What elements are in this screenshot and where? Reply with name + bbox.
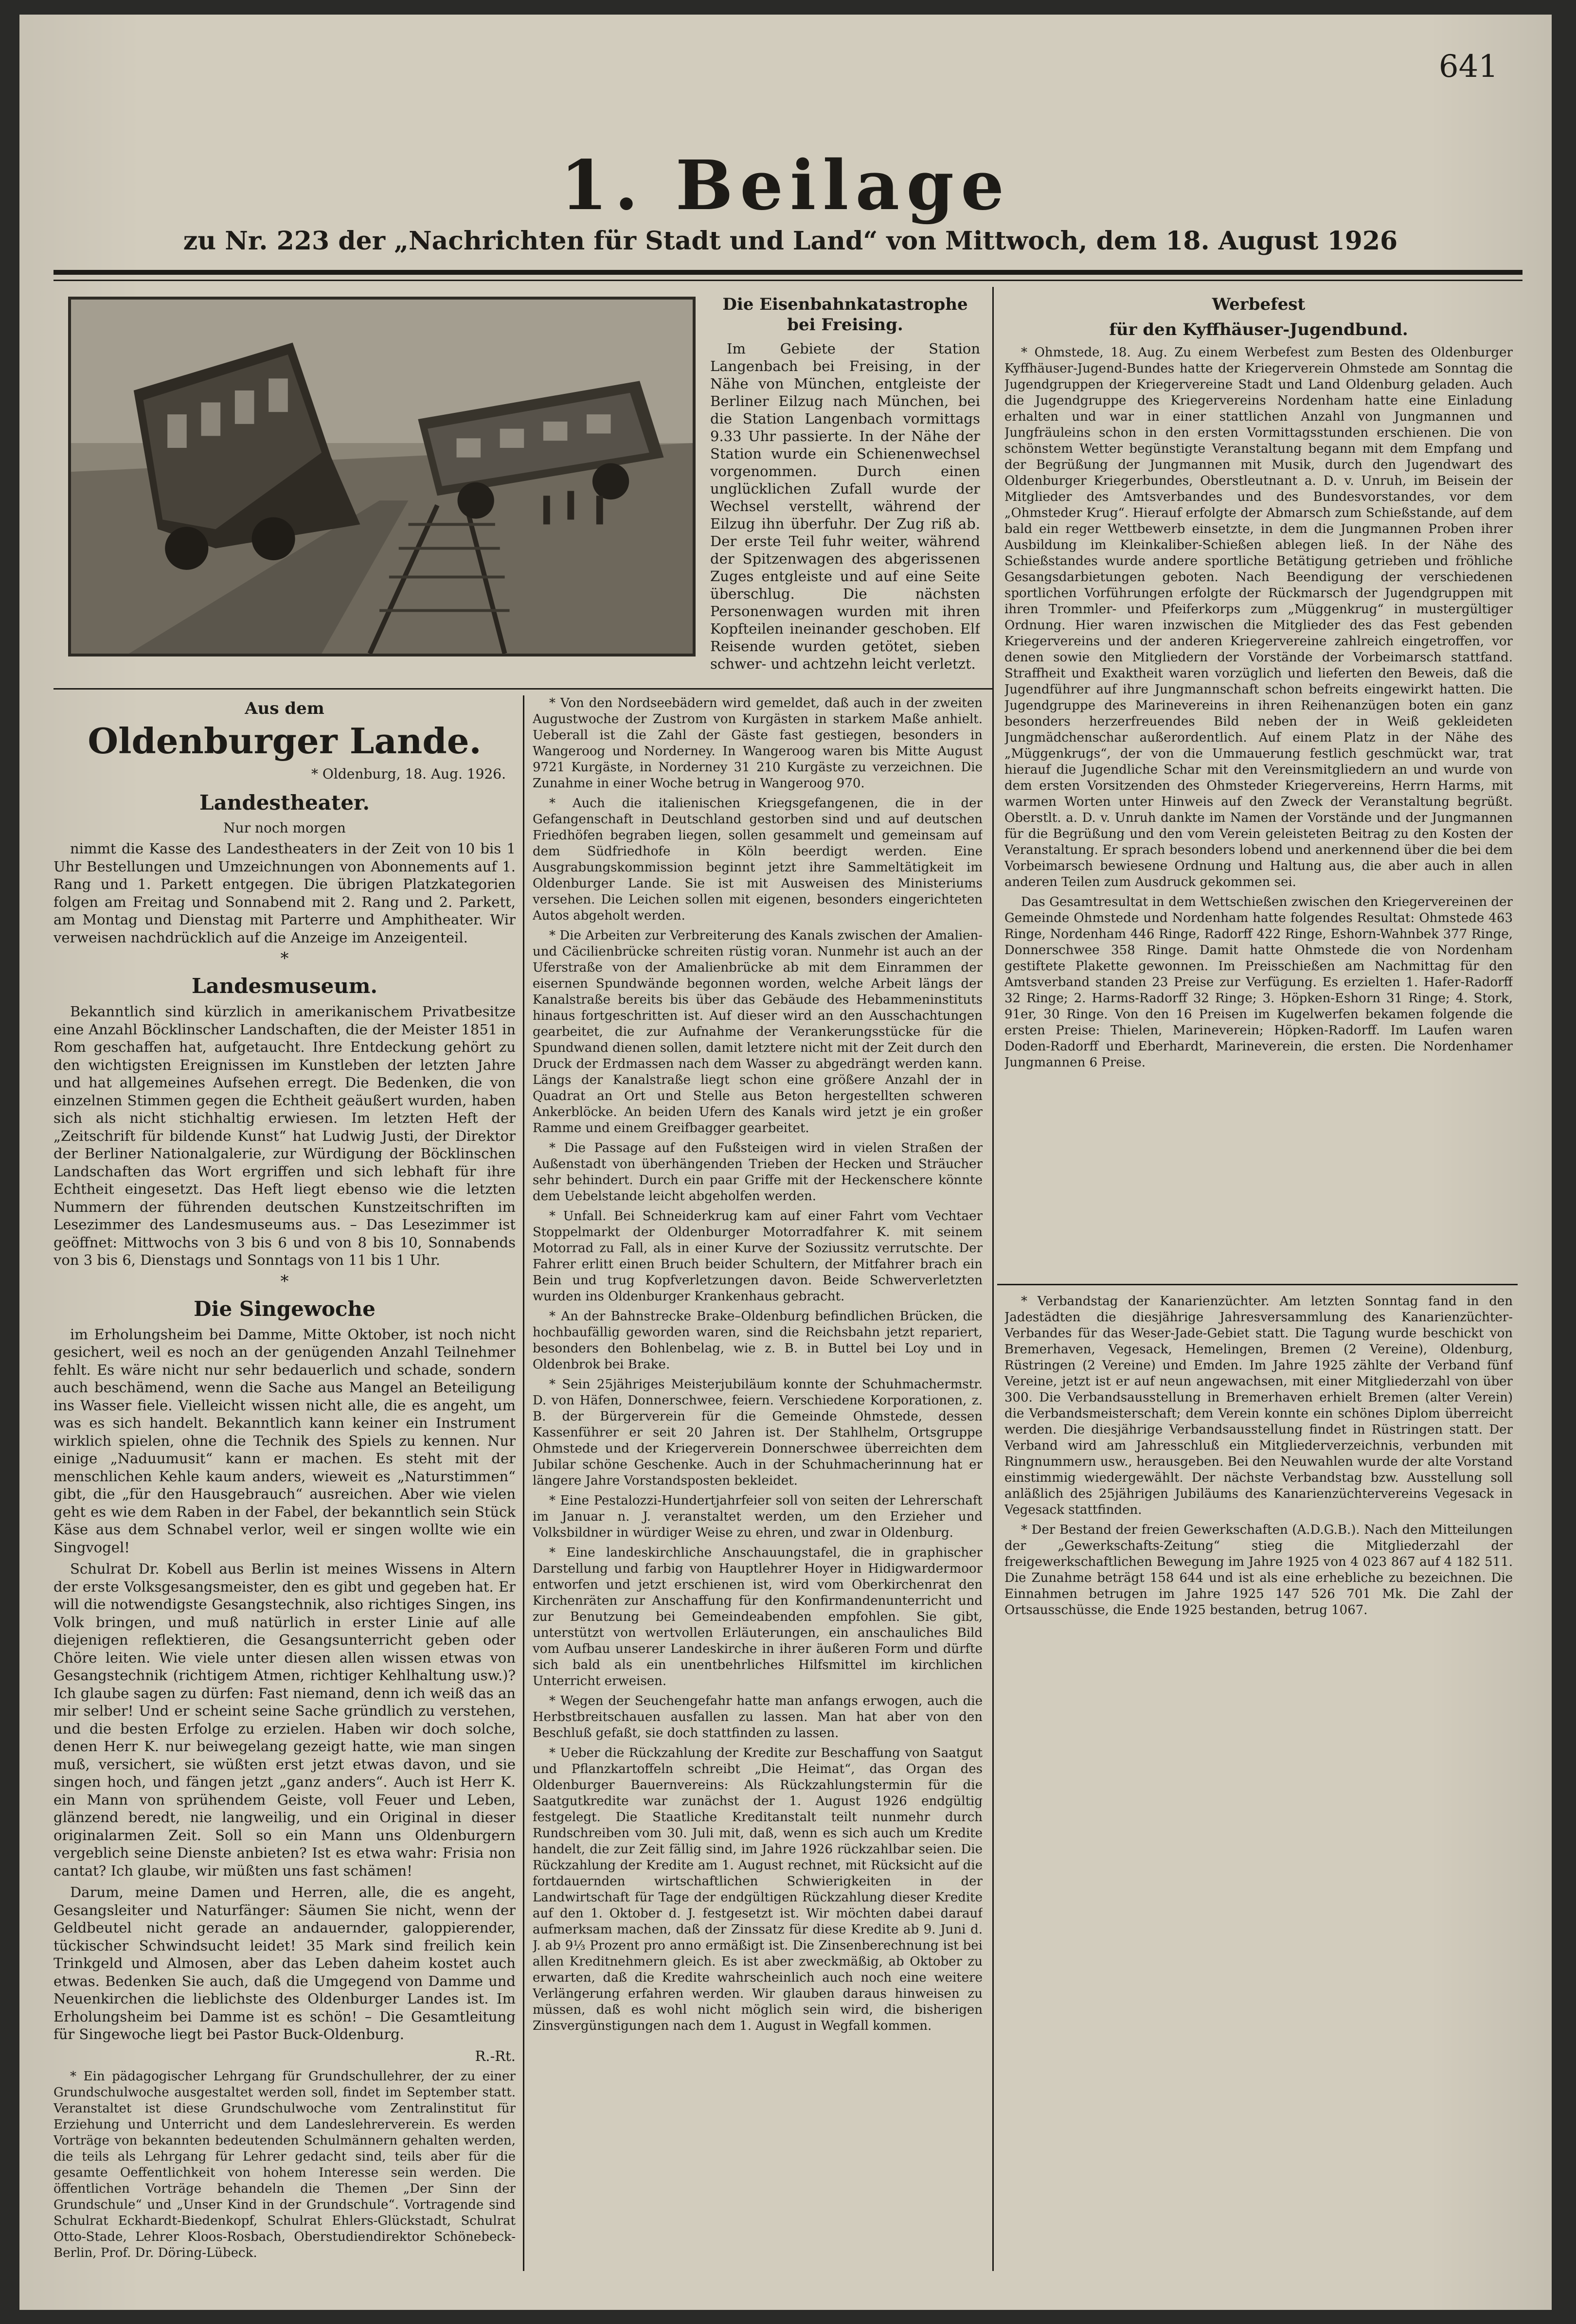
news-item: * Eine landeskirchliche Anschauungstafel, die in graphischer Darstellung und farbig von Hauptlehrer Hoyer in Hidigwardermoor entworfen und jetzt erschienen ist, wird vom Oberkirchenrat den Kirchenräten zur Anschaffung für den Konfirmandenunterricht und zur Benutzung bei Gemeindeabenden empfohlen. Sie gibt, unterstützt von wertvollen Erläuterungen, ein anschauliches Bild vom Aufbau unserer Landeskirche in ihrer äußeren Form und dürfte sich bald als ein unentbehrliches Hilfsmittel im kirchlichen Unterricht erweisen.	[533, 1545, 983, 1688]
kanarien-paragraph: * Verbandstag der Kanarienzüchter. Am letzten Sonntag fand in den Jadestädten die diesjährige Jahresversammlung des Kanarienzüchter-Verbandes für das Weser-Jade-Gebiet statt. Die Tagung wurde beschickt von Bremerhaven, Vegesack, Hemelingen, Bremen (2 Vereine), Oldenburg, Rüstringen (2 Vereine) und Emden. Im Jahre 1925 zählte der Verband fünf Vereine, jetzt ist er auf neun angewachsen, mit einer Mitgliederzahl von über 300. Die Verbandsausstellung in Bremerhaven erhielt Bremen (alter Verein) die Verbandsmeisterschaft; dem Verein konnte ein schönes Diplom überreicht werden. Die diesjährige Verbandsausstellung findet in Rüstringen statt. Der Verband wird am Jahresschluß ein Mitgliederverzeichnis, verbunden mit Ringnummern usw., herausgeben. Bei den Neuwahlen wurde der alte Vorstand einstimmig wiedergewählt. Der nächste Verbandstag bzw. Ausstellung soll anläßlich des 25jährigen Jubiläums des Kanarienzüchtervereins Vegesack in Vegesack stattfinden.	[1004, 1294, 1513, 1517]
theater-note: Nur noch morgen	[223, 819, 346, 836]
separator-star: *	[280, 949, 289, 968]
singewoche-heading: Die Singewoche	[194, 1296, 376, 1321]
section-kicker: Aus dem	[245, 699, 324, 718]
section-rule	[997, 1284, 1518, 1285]
news-item: * Sein 25jähriges Meisterjubiläum konnte der Schuhmachermstr. D. von Häfen, Donnerschwee, feiern. Verschiedene Korporationen, z. B. der Bürgerverein für die Gemeinde Ohmstede, dessen Kassenführer er seit 20 Jahren ist. Der Stahlhelm, Ortsgruppe Ohmstede und der Kriegerverein Donnerschwee überreichten dem Jubilar schöne Geschenke. Auch in der Schuhmacherinnung hat er längere Jahre Vorstandsposten bekleidet.	[533, 1377, 983, 1488]
singewoche-paragraph: im Erholungsheim bei Damme, Mitte Oktober, ist noch nicht gesichert, weil es noch an der genügenden Anzahl Teilnehmer fehlt. Es wäre nicht nur sehr bedauerlich und schade, sondern auch beschämend, wenn die Sache aus Mangel an Beteiligung ins Wasser fiele. Vielleicht wissen nicht alle, die es angeht, um was es sich handelt. Bekanntlich kann keiner ein Instrument wirklich spielen, ohne die Technik des Spiels zu kennen. Nur einige „Naduumusit“ kann er machen. Es steht mit der menschlichen Kehle kaum anders, wieweit es „Naturstimmen“ gibt, die „für den Hausgebrauch“ ausreichen. Aber wie vielen geht es wie dem Raben in der Fabel, der bekanntlich sein Stück Käse aus dem Schnabel verlor, weil er singen wollte wie ein Singvogel!	[54, 1326, 516, 1556]
museum-heading: Landesmuseum.	[192, 974, 377, 998]
news-item: * Unfall. Bei Schneiderkrug kam auf einer Fahrt vom Vechtaer Stoppelmarkt der Oldenburger Motorradfahrer K. mit seinem Motorrad zu Fall, als in einer Kurve der Soziussitz verrutschte. Der Fahrer erlitt einen Bruch beider Schultern, der Mitfahrer brach ein Bein und trug Kopfverletzungen davon. Beide Schwerverletzten wurden ins Oldenburger Krankenhaus gebracht.	[533, 1209, 983, 1304]
news-item: * Wegen der Seuchengefahr hatte man anfangs erwogen, auch die Herbstbreitschauen ausfallen zu lassen. Man hat aber von den Beschluß gefaßt, sie doch stattfinden zu lassen.	[533, 1694, 983, 1740]
news-item: * Auch die italienischen Kriegsgefangenen, die in der Gefangenschaft in Deutschland gestorben sind und auf deutschen Friedhöfen begraben liegen, sollen gesammelt und gemeinsam auf dem Südfriedhofe in Köln beerdigt werden. Eine Ausgrabungskommission beginnt jetzt ihre Sammeltätigkeit im Oldenburger Lande. Sie ist mit Ausweisen des Ministeriums versehen. Die Leichen sollen mit eigenen, besonders eingerichteten Autos abgeholt werden.	[533, 796, 983, 923]
news-item: * Ueber die Rückzahlung der Kredite zur Beschaffung von Saatgut und Pflanzkartoffeln schreibt „Die Heimat“, das Organ des Oldenburger Bauernvereins: Als Rückzahlungstermin für die Saatgutkredite war zunächst der 1. August 1926 endgültig festgelegt. Die Staatliche Kreditanstalt teilt nunmehr durch Rundschreiben vom 30. Juli mit, daß, wenn es sich auch um Kredite handelt, die zur Zeit fällig sind, im Jahre 1926 rückzahlbar seien. Die Rückzahlung der Kredite am 1. August rechnet, mit Rücksicht auf die fortdauernden wirtschaftlichen Schwierigkeiten in der Landwirtschaft für Tage der endgültigen Rückzahlung dieser Kredite auf den 1. Oktober d. J. festgesetzt ist. Wir möchten dabei darauf aufmerksam machen, daß der Zinssatz für diese Kredite ab 9. Juni d. J. ab 9⅓ Prozent pro anno ermäßigt ist. Die Zinsenberechnung ist bei allen Kreditnehmern gleich. Es ist aber zweckmäßig, ab Oktober zu erwarten, daß die Kredite wahrscheinlich auch noch eine weitere Verlängerung erfahren werden. Wir glauben daraus hinweisen zu müssen, daß es wohl nicht möglich sein wird, die bisherigen Zinsvergünstigungen nach dem 1. August in Wegfall kommen.	[533, 1746, 983, 2033]
news-item: * Die Passage auf den Fußsteigen wird in vielen Straßen der Außenstadt von überhängenden Trieben der Hecken und Sträucher sehr behindert. Durch ein paar Griffe mit der Heckenschere könnte dem Uebelstande leicht abgeholfen werden.	[533, 1141, 983, 1204]
lehrgang-paragraph: * Ein pädagogischer Lehrgang für Grundschullehrer, der zu einer Grundschulwoche ausgestaltet werden soll, findet im September statt. Veranstaltet ist diese Grundschulwoche vom Zentralinstitut für Erziehung und Unterricht und dem Landeslehrerverein. Es werden Vorträge von bekannten bedeutenden Schulmännern gehalten werden, die teils als Lehrgang für Lehrer gedacht sind, teils aber für die gesamte Oeffentlichkeit von hohem Interesse sein werden. Die öffentlichen Vorträge behandeln die Themen „Der Sinn der Grundschule“ und „Unser Kind in der Grundschule“. Vortragende sind Schulrat Eckhardt-Biedenkopf, Schulrat Ehlers-Glückstadt, Schulrat Otto-Stade, Lehrer Kloos-Rosbach, Oberstudiendirektor Schönebeck-Berlin, Prof. Dr. Döring-Lübeck.	[54, 2069, 516, 2260]
werbefest-paragraph: Das Gesamtresultat in dem Wettschießen zwischen den Kriegervereinen der Gemeinde Ohmstede und Nordenham hatte folgendes Resultat: Ohmstede 463 Ringe, Nordenham 446 Ringe, Radorff 422 Ringe, Eshorn-Wahnbek 377 Ringe, Donnerschwee 358 Ringe. Damit hatte Ohmstede die von Nordenham gestiftete Plakette gewonnen. Im Preisschießen am Nachmittag für den Amtsverband standen 23 Preise zur Verfügung. Es erzielten 1. Hafer-Radorff 32 Ringe; 2. Harms-Radorff 32 Ringe; 3. Höpken-Eshorn 31 Ringe; 4. Stork, 91er, 30 Ringe. Von den 16 Preisen im Kugelwerfen bekamen folgende die ersten Preise: Thielen, Marineverein; Höpken-Radorff. Im Laufen waren Doden-Radorff und Eberhardt, Marineverein, die ersten. Die Nordenhamer Jungmannen 6 Preise.	[1004, 895, 1513, 1070]
news-item: * Eine Pestalozzi-Hundertjahrfeier soll von seiten der Lehrerschaft im Januar n. J. veranstaltet werden, um den Erzieher und Volksbildner in würdiger Weise zu ehren, und zwar in Oldenburg.	[533, 1493, 983, 1540]
page-number: 641	[1438, 49, 1498, 85]
news-item: * Die Arbeiten zur Verbreiterung des Kanals zwischen der Amalien- und Cäcilienbrücke schreiten rüstig voran. Nunmehr ist auch an der Uferstraße von der Amalienbrücke ab mit dem Einrammen der eisernen Spundwände begonnen worden, welche Arbeit längs der Kanalstraße bereits bis über das Gebäude des Hebammeninstituts hinaus fortgeschritten ist. Auf dieser wird an den Ausschachtungen gearbeitet, die zur Aufnahme der Verankerungsstücke für die Spundwand dienen sollen, damit letztere nicht mit der Zeit durch den Druck der Erdmassen nach dem Wasser zu abgedrängt werden kann. Längs der Kanalstraße liegt schon eine größere Anzahl der in Quadrat an Ort und Stelle aus Beton hergestellten schweren Ankerblöcke. An beiden Ufern des Kanals wird jetzt je ein großer Ramme und einem Greifbagger gearbeitet.	[533, 928, 983, 1135]
railway-disaster-heading: Die Eisenbahnkatastrophe bei Freising.	[722, 295, 968, 335]
theater-heading: Landestheater.	[199, 790, 370, 815]
section-title: Oldenburger Lande.	[88, 720, 482, 762]
singewoche-paragraph: Darum, meine Damen und Herren, alle, die es angeht, Gesangsleiter und Naturfänger: Säumen Sie nicht, wenn der Geldbeutel nicht gerade an andauernder, galoppierender, tückischer Schwindsucht leidet! 35 Mark sind freilich kein Trinkgeld und Almosen, aber das Leben daheim kostet auch etwas. Bedenken Sie auch, daß die Umgegend von Damme und Neuenkirchen die lieblichste des Oldenburger Landes ist. Im Erholungsheim bei Damme ist es schön! – Die Gesamtleitung für Singewoche liegt bei Pastor Buck-Oldenburg.	[54, 1884, 516, 2042]
local-news-column	[533, 695, 983, 2271]
supplement-title: 1. Beilage	[560, 146, 1011, 226]
newspaper-page	[19, 15, 1552, 2310]
gewerkschaft-paragraph: * Der Bestand der freien Gewerkschaften (A.D.G.B.). Nach den Mitteilungen der „Gewerkschafts-Zeitung“ stieg die Mitgliederzahl der freigewerkschaftlichen Bewegung im Jahre 1925 von 4 023 867 auf 4 182 511. Die Zunahme beträgt 158 644 und ist als eine erhebliche zu bezeichnen. Die Einnahmen betrugen im Jahre 1925 147 526 701 Mk. Die Zahl der Ortsausschüsse, die Ende 1925 bestanden, betrug 1067.	[1004, 1523, 1513, 1617]
masthead-rule	[54, 270, 1522, 275]
kanarien-article	[1004, 1294, 1513, 2271]
supplement-subtitle: zu Nr. 223 der „Nachrichten für Stadt und Land“ von Mittwoch, dem 18. August 1926	[183, 226, 1398, 256]
column-rule	[992, 287, 994, 2271]
singewoche-signature: R.-Rt.	[475, 2047, 516, 2064]
railway-disaster-article	[710, 294, 980, 676]
museum-text: Bekanntlich sind kürzlich in amerikanischem Privatbesitze eine Anzahl Böcklinscher Landschaften, die der Meister 1851 in Rom geschaffen hat, aufgetaucht. Ihre Entdeckung gehört zu den wichtigsten Ereignissen im Kunstleben der letzten Jahre und hat allgemeines Aufsehen erregt. Die Bedenken, die von einzelnen Stimmen gegen die Echtheit geäußert wurden, haben sich als nicht stichhaltig erwiesen. Im letzten Heft der „Zeitschrift für bildende Kunst“ hat Ludwig Justi, der Direktor der Berliner Nationalgalerie, zur Würdigung der Böcklinschen Landschaften das Wort ergriffen und sich lebhaft für ihre Echtheit eingesetzt. Das Heft liegt ebenso wie die letzten Nummern der führenden deutschen Kunstzeitschriften im Lesezimmer des Landesmuseums aus. – Das Lesezimmer ist geöffnet: Mittwochs von 3 bis 6 und von 8 bis 10, Sonnabends von 3 bis 6, Dienstags und Sonntags von 11 bis 1 Uhr.	[54, 1003, 516, 1268]
werbefest-heading: Werbefest	[1212, 295, 1306, 314]
theater-text: nimmt die Kasse des Landestheaters in der Zeit von 10 bis 1 Uhr Bestellungen und Umzeichnungen von Abonnements auf 1. Rang und 1. Parkett entgegen. Die übrigen Platzkategorien folgen am Freitag und Sonnabend mit 2. Rang und 2. Parkett, am Montag und Dienstag mit Parterre und Amphitheater. Wir verweisen nachdrücklich auf die Anzeige im Anzeigenteil.	[54, 840, 516, 946]
railway-disaster-text: Im Gebiete der Station Langenbach bei Freising, in der Nähe von München, entgleiste der Berliner Eilzug nach München, bei die Station Langenbach vormittags 9.33 Uhr passierte. In der Nähe der Station wurde ein Schienenwechsel vorgenommen. Durch einen unglücklichen Zufall wurde der Wechsel verstellt, während der Eilzug ihn überfuhr. Der Zug riß ab. Der erste Teil fuhr weiter, während der Spitzenwagen des abgerissenen Zuges entgleiste und auf eine Seite überschlug. Die nächsten Personenwagen wurden mit ihren Kopfteilen ineinander geschoben. Elf Reisende wurden getötet, sieben schwer- und achtzehn leicht verletzt.	[710, 340, 980, 672]
oldenburger-lande-column	[54, 695, 516, 2271]
train-wreck-illustration	[71, 300, 693, 654]
train-wreck-photo	[68, 297, 696, 656]
masthead-rule-thin	[54, 280, 1522, 281]
werbefest-article	[1004, 294, 1513, 1277]
werbefest-paragraph: * Ohmstede, 18. Aug. Zu einem Werbefest zum Besten des Oldenburger Kyffhäuser-Jugend-Bundes hatte der Kriegerverein Ohmstede am Sonntag die Jugendgruppen der Kriegervereine Stadt und Land Oldenburg geladen. Auch die Jugendgruppe des Kriegervereins Nordenham hatte eine Einladung erhalten und war in einer stattlichen Anzahl von Jungmannen und Jungfräuleins schon in den ersten Vormittagsstunden erschienen. Die von schönstem Wetter begünstigte Veranstaltung begann mit dem Empfang und der Begrüßung der Jungmannen mit Musik, durch den Jugendwart des Oldenburger Kriegerbundes, Oberstleutnant a. D. v. Unruh, im Beisein der Mitglieder des Amtsverbandes und des Bundesvorstandes, vor dem „Ohmsteder Krug“. Hierauf erfolgte der Abmarsch zum Schießstande, auf dem bald ein reger Wettbewerb einsetzte, in dem die Jungmannen Proben ihrer Ausbildung im Kleinkaliber-Schießen ablegen ließ. In der Nähe des Schießstandes wurde andere sportliche Betätigung getrieben und fröhliche Gesangsdarbietungen geboten. Nach Beendigung der verschiedenen sportlichen Vorführungen erfolgte der Rückmarsch der Jugendgruppen mit ihren Trommler- und Pfeiferkorps zum „Müggenkrug“ in mustergültiger Ordnung. Hier waren inzwischen die Mitglieder des das Fest gebenden Kriegervereins und der anderen Kriegervereine zahlreich eingetroffen, vor denen sowie den Mitgliedern der Vorstände der Vorbeimarsch stattfand. Straffheit und Exaktheit waren vorzüglich und lieferten den Beweis, daß die Jugendführer auf ihre Jungmannschaft schon befreits eingewirkt hatten. Die Jugendgruppe des Marinevereins in ihren Reihenanzügen boten ein ganz besonders herzerfreuendes Bild neben der in Weiß gekleideten Jungmädchenschar außerordentlich. Auf einem Platz in der Nähe des „Müggenkrugs“, der von die Ummauerung festlich geschmückt war, trat hierauf die Jugendliche Schar mit den Vereinsmitgliedern an und wurde von dem ersten Vorsitzenden des Ohmsteder Kriegervereins, Herrn Harms, mit warmen Worten unter Hinweis auf den Zweck der Veranstaltung begrüßt. Oberstlt. a. D. v. Unruh dankte im Namen der Vorstände und der Jungmannen für die Begrüßung und den vom Verein geleisteten Beitrag zu den Kosten der Veranstaltung. Er sprach besonders lobend und anerkennend über die bei dem Vorbeimarsch bewiesene Ordnung und Haltung aus, die aber auch in allen anderen Teilen zum Ausdruck gekommen sei.	[1004, 345, 1513, 889]
dateline: * Oldenburg, 18. Aug. 1926.	[311, 766, 506, 782]
column-rule	[523, 695, 524, 2271]
singewoche-paragraph: Schulrat Dr. Kobell aus Berlin ist meines Wissens in Altern der erste Volksgesangsmeister, den es gibt und gegeben hat. Er will die notwendigste Gesangstechnik, also richtiges Singen, ins Volk bringen, und muß natürlich in erster Linie auf alle diejenigen reflektieren, die Gesangsunterricht geben oder Chöre leiten. Wie viele unter diesen allen wissen etwas von Gesangstechnik (richtigem Atmen, richtiger Kehlhaltung usw.)? Ich glaube sagen zu dürfen: Fast niemand, denn ich weiß das an mir selber! Und er scheint seine Sache gründlich zu verstehen, und die besten Erfolge zu erzielen. Haben wir doch solche, denen Herr K. nur beiwegelang gezeigt hatte, wie man singen muß, versichert, sie wüßten erst jetzt etwas davon, und sie singen hoch, und fängen jetzt „ganz anders“. Auch ist Herr K. ein Mann von sprühendem Geiste, voll Feuer und Leben, glänzend beredt, nie langweilig, und ein Original in dieser originalarmen Zeit. Soll so ein Mann uns Oldenburgern vergeblich seine Dienste anbieten? Ist es etwa wahr: Frisia non cantat? Ich glaube, wir müßten uns fast schämen!	[54, 1561, 516, 1879]
news-item: * An der Bahnstrecke Brake–Oldenburg befindlichen Brücken, die hochbaufällig geworden waren, sind die Reichsbahn jetzt repariert, besonders den Bohlenbelag, wie z. B. in Buttel bei Loy und in Oldenbrok bei Brake.	[533, 1309, 983, 1372]
section-rule	[54, 688, 992, 690]
werbefest-subheading: für den Kyffhäuser-Jugendbund.	[1109, 320, 1408, 339]
separator-star: *	[280, 1271, 289, 1291]
news-item: * Von den Nordseebädern wird gemeldet, daß auch in der zweiten Augustwoche der Zustrom von Kurgästen in starkem Maße anhielt. Ueberall ist die Zahl der Gäste fast gestiegen, besonders in Wangeroog und Norderney. In Wangeroog waren bis Mitte August 9721 Kurgäste, in Norderney 31 210 Kurgäste zu verzeichnen. Die Zunahme in einer Woche betrug in Wangeroog 970.	[533, 696, 983, 791]
